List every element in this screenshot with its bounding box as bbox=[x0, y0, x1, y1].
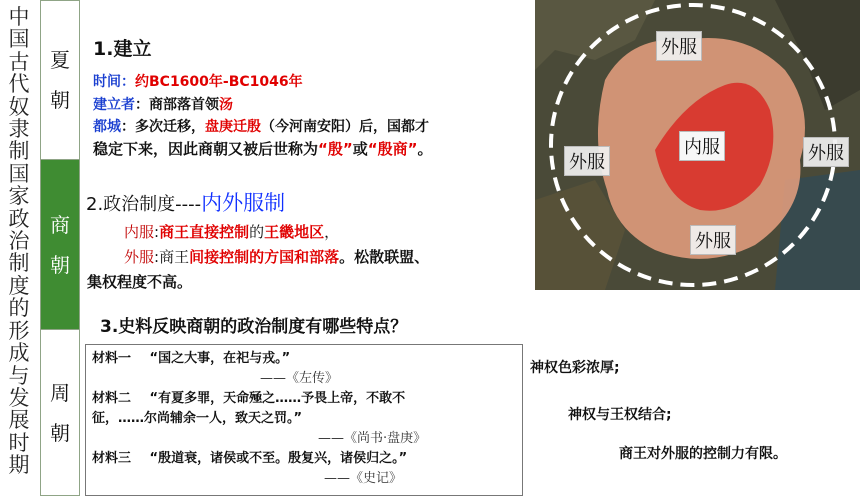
vertical-title-char: 代 bbox=[8, 72, 30, 97]
material1-source: ——《左传》 bbox=[260, 371, 339, 386]
material3-source: ——《史记》 bbox=[324, 471, 403, 486]
dynasty-shang-char2: 朝 bbox=[50, 252, 70, 277]
materials-box bbox=[85, 344, 523, 496]
material3-source-row bbox=[92, 469, 522, 489]
map-label-outer-right: 外服 bbox=[803, 137, 849, 167]
vertical-title-char: 制 bbox=[8, 251, 30, 276]
outer-b: 间接控制的方国和部落 bbox=[189, 248, 340, 266]
material1-label: 材料一 bbox=[92, 351, 132, 366]
outer-service-line2: 集权程度不高。 bbox=[87, 273, 193, 291]
answer-2: 神权与王权结合; bbox=[568, 407, 672, 423]
vertical-title-char: 制 bbox=[8, 139, 30, 164]
section1-title: 1.建立 bbox=[93, 38, 152, 60]
outer-a: :商王 bbox=[154, 248, 190, 266]
material2-row2 bbox=[92, 409, 522, 429]
material2-text2: 征，……尔尚辅余一人，致天之罚。” bbox=[92, 411, 303, 426]
vertical-title-char: 奴 bbox=[8, 94, 30, 119]
vertical-title-char: 期 bbox=[8, 453, 30, 478]
inner-c: 的 bbox=[249, 223, 265, 241]
dynasty-zhou-char1: 周 bbox=[50, 380, 70, 405]
vertical-title-char: 形 bbox=[8, 318, 30, 343]
capital-label: 都城 bbox=[93, 119, 121, 135]
material1-source-row bbox=[92, 369, 522, 389]
material2-text1: “有夏多罪，天命殛之……予畏上帝，不敢不 bbox=[149, 391, 406, 406]
capital-end: 。 bbox=[417, 140, 433, 158]
outer-label: 外服 bbox=[124, 248, 155, 266]
answer-3: 商王对外服的控制力有限。 bbox=[619, 446, 787, 462]
dynasty-zhou-tab[interactable] bbox=[40, 330, 80, 496]
dynasty-zhou-char2: 朝 bbox=[50, 420, 70, 445]
vertical-title-char: 隶 bbox=[8, 117, 30, 142]
inner-d: 王畿地区 bbox=[264, 223, 325, 241]
inner-service-line bbox=[124, 221, 339, 242]
section3-question: 3.史料反映商朝的政治制度有哪些特点？ bbox=[100, 317, 408, 337]
vertical-title-char: 与 bbox=[8, 363, 30, 388]
capital-line2 bbox=[93, 138, 432, 159]
capital-quote1: “殷” bbox=[318, 140, 353, 158]
vertical-title-char: 度 bbox=[8, 273, 30, 298]
capital-text1: ：多次迁移， bbox=[121, 119, 205, 135]
inner-label: 内服 bbox=[124, 223, 155, 241]
vertical-title-char: 古 bbox=[8, 49, 30, 74]
shang-map bbox=[535, 0, 860, 290]
dynasty-xia-tab[interactable] bbox=[40, 0, 80, 160]
dynasty-shang-tab[interactable] bbox=[40, 160, 80, 330]
vertical-title-char: 成 bbox=[8, 341, 30, 366]
material2-row bbox=[92, 389, 522, 409]
vertical-title bbox=[4, 6, 34, 477]
capital-line2-a: 稳定下来，因此商朝又被后世称为 bbox=[93, 140, 319, 158]
vertical-title-char: 治 bbox=[8, 229, 30, 254]
founder-text: ：商部落首领 bbox=[135, 97, 219, 113]
material3-text: “殷道衰，诸侯或不至。殷复兴，诸侯归之。” bbox=[149, 451, 408, 466]
map-label-inner: 内服 bbox=[679, 131, 725, 161]
dynasty-shang-char1: 商 bbox=[50, 212, 70, 237]
dynasty-xia-char2: 朝 bbox=[50, 88, 70, 112]
material2-source-row bbox=[92, 429, 522, 449]
founder-label: 建立者 bbox=[93, 97, 135, 113]
vertical-title-char: 国 bbox=[8, 27, 30, 52]
vertical-title-char: 家 bbox=[8, 184, 30, 209]
capital-highlight: 盘庚迁殷 bbox=[205, 119, 261, 135]
capital-line bbox=[93, 116, 429, 136]
map-label-outer-top: 外服 bbox=[656, 31, 702, 61]
vertical-title-char: 中 bbox=[8, 5, 30, 29]
vertical-title-char: 时 bbox=[8, 430, 30, 455]
founder-line bbox=[93, 94, 233, 114]
map-label-outer-bottom: 外服 bbox=[690, 225, 736, 255]
material2-source: ——《尚书·盘庚》 bbox=[318, 431, 427, 446]
inner-a: : bbox=[154, 223, 160, 241]
capital-text2: （今河南安阳）后，国都才 bbox=[261, 119, 429, 135]
dynasty-xia-char1: 夏 bbox=[50, 48, 70, 72]
vertical-title-char: 展 bbox=[8, 408, 30, 433]
answer-1: 神权色彩浓厚; bbox=[530, 360, 620, 376]
vertical-title-char: 政 bbox=[8, 206, 30, 231]
section2-title-highlight: 内外服制 bbox=[201, 191, 286, 215]
outer-service-line bbox=[124, 246, 429, 267]
vertical-title-char: 发 bbox=[8, 385, 30, 410]
material1-text: “国之大事，在祀与戎。” bbox=[149, 351, 291, 366]
capital-or: 或 bbox=[352, 140, 368, 158]
capital-quote2: “殷商” bbox=[367, 140, 418, 158]
map-label-outer-left: 外服 bbox=[564, 146, 610, 176]
section2-title-text: 2.政治制度---- bbox=[86, 194, 202, 215]
material2-label: 材料二 bbox=[92, 391, 132, 406]
inner-e: ， bbox=[324, 223, 340, 241]
time-line bbox=[93, 71, 303, 91]
vertical-title-char: 的 bbox=[8, 296, 30, 321]
section2-title bbox=[86, 187, 285, 217]
founder-name: 汤 bbox=[219, 97, 233, 113]
material3-label: 材料三 bbox=[92, 451, 132, 466]
outer-c: 。松散联盟、 bbox=[339, 248, 430, 266]
inner-b: 商王直接控制 bbox=[159, 223, 250, 241]
time-label: 时间： bbox=[93, 74, 135, 90]
time-value: 约BC1600年-BC1046年 bbox=[135, 74, 303, 90]
material1-row bbox=[92, 349, 522, 369]
vertical-title-char: 国 bbox=[8, 161, 30, 186]
material3-row bbox=[92, 449, 522, 469]
